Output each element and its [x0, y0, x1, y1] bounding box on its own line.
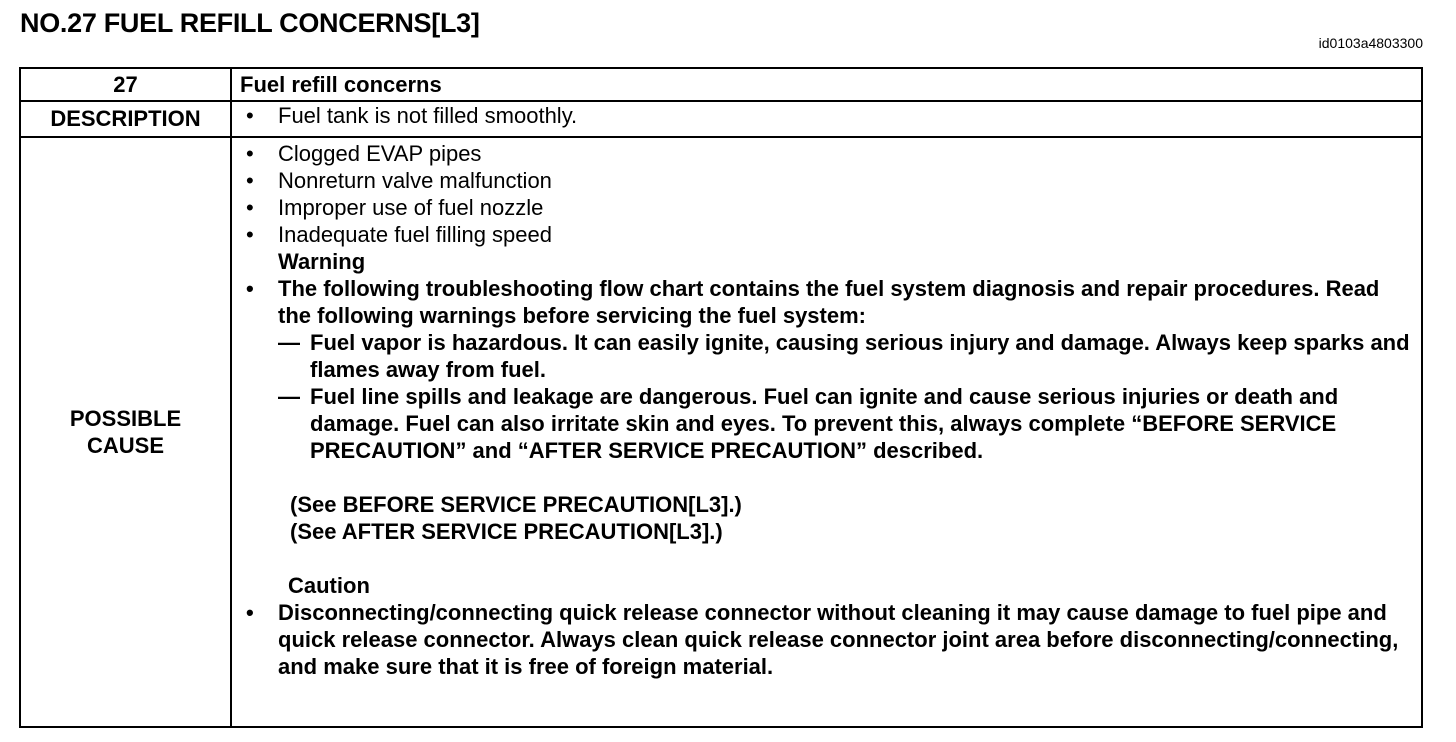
warning-heading: Warning	[278, 249, 366, 274]
warning-block	[244, 275, 1415, 545]
warning-dash-list	[278, 329, 1415, 464]
description-list	[244, 102, 1421, 129]
description-row	[20, 101, 1422, 137]
possible-cause-label-line1: POSSIBLE	[69, 406, 182, 431]
cause-item: • Inadequate fuel filling speed	[244, 221, 1415, 248]
cause-item: • Improper use of fuel nozzle	[244, 194, 1415, 221]
possible-cause-content	[231, 137, 1422, 727]
table-header-row	[20, 68, 1422, 101]
see-references	[244, 491, 1415, 545]
warning-item	[244, 275, 1415, 464]
description-item: • Fuel tank is not filled smoothly.	[244, 102, 1421, 129]
possible-cause-label	[20, 137, 231, 727]
possible-cause-label-line2: CAUSE	[86, 433, 164, 458]
caution-item: • Disconnecting/connecting quick release connector without cleaning it may cause damage to fuel pipe and quick release connector. Always clean quick release connector joint area before disconnecting/connecting, and make sure that it is free of foreign material.	[244, 599, 1415, 680]
see-before-link[interactable]: (See BEFORE SERVICE PRECAUTION[L3].)	[290, 492, 742, 517]
possible-cause-row	[20, 137, 1422, 727]
caution-block	[244, 599, 1415, 680]
cause-item: • Clogged EVAP pipes	[244, 140, 1415, 167]
see-after-link[interactable]: (See AFTER SERVICE PRECAUTION[L3].)	[290, 519, 723, 544]
row-number-cell: 27	[20, 68, 231, 101]
caution-list	[244, 599, 1415, 680]
cause-list	[244, 140, 1415, 248]
concern-table	[19, 67, 1423, 728]
page-title: NO.27 FUEL REFILL CONCERNS[L3]	[20, 8, 480, 38]
warning-dash-item: — Fuel line spills and leakage are dangerous. Fuel can ignite and cause serious injuries or death and damage. Fuel can also irritate skin and eyes. To prevent this, always complete “BEFORE SERVICE PRECAUTION” and “AFTER SERVICE PRECAUTION” described.	[278, 383, 1415, 464]
caution-heading: Caution	[288, 573, 370, 598]
description-label: DESCRIPTION	[20, 101, 231, 137]
warning-intro: The following troubleshooting flow chart contains the fuel system diagnosis and repair procedures. Read the following warnings before servicing the fuel system:	[278, 276, 1380, 328]
warning-dash-item: — Fuel vapor is hazardous. It can easily ignite, causing serious injury and damage. Always keep sparks and flames away from fuel.	[278, 329, 1415, 383]
document-id: id0103a4803300	[1318, 35, 1423, 51]
row-title-cell: Fuel refill concerns	[231, 68, 1422, 101]
description-content	[231, 101, 1422, 137]
cause-item: • Nonreturn valve malfunction	[244, 167, 1415, 194]
warning-list	[244, 275, 1415, 464]
